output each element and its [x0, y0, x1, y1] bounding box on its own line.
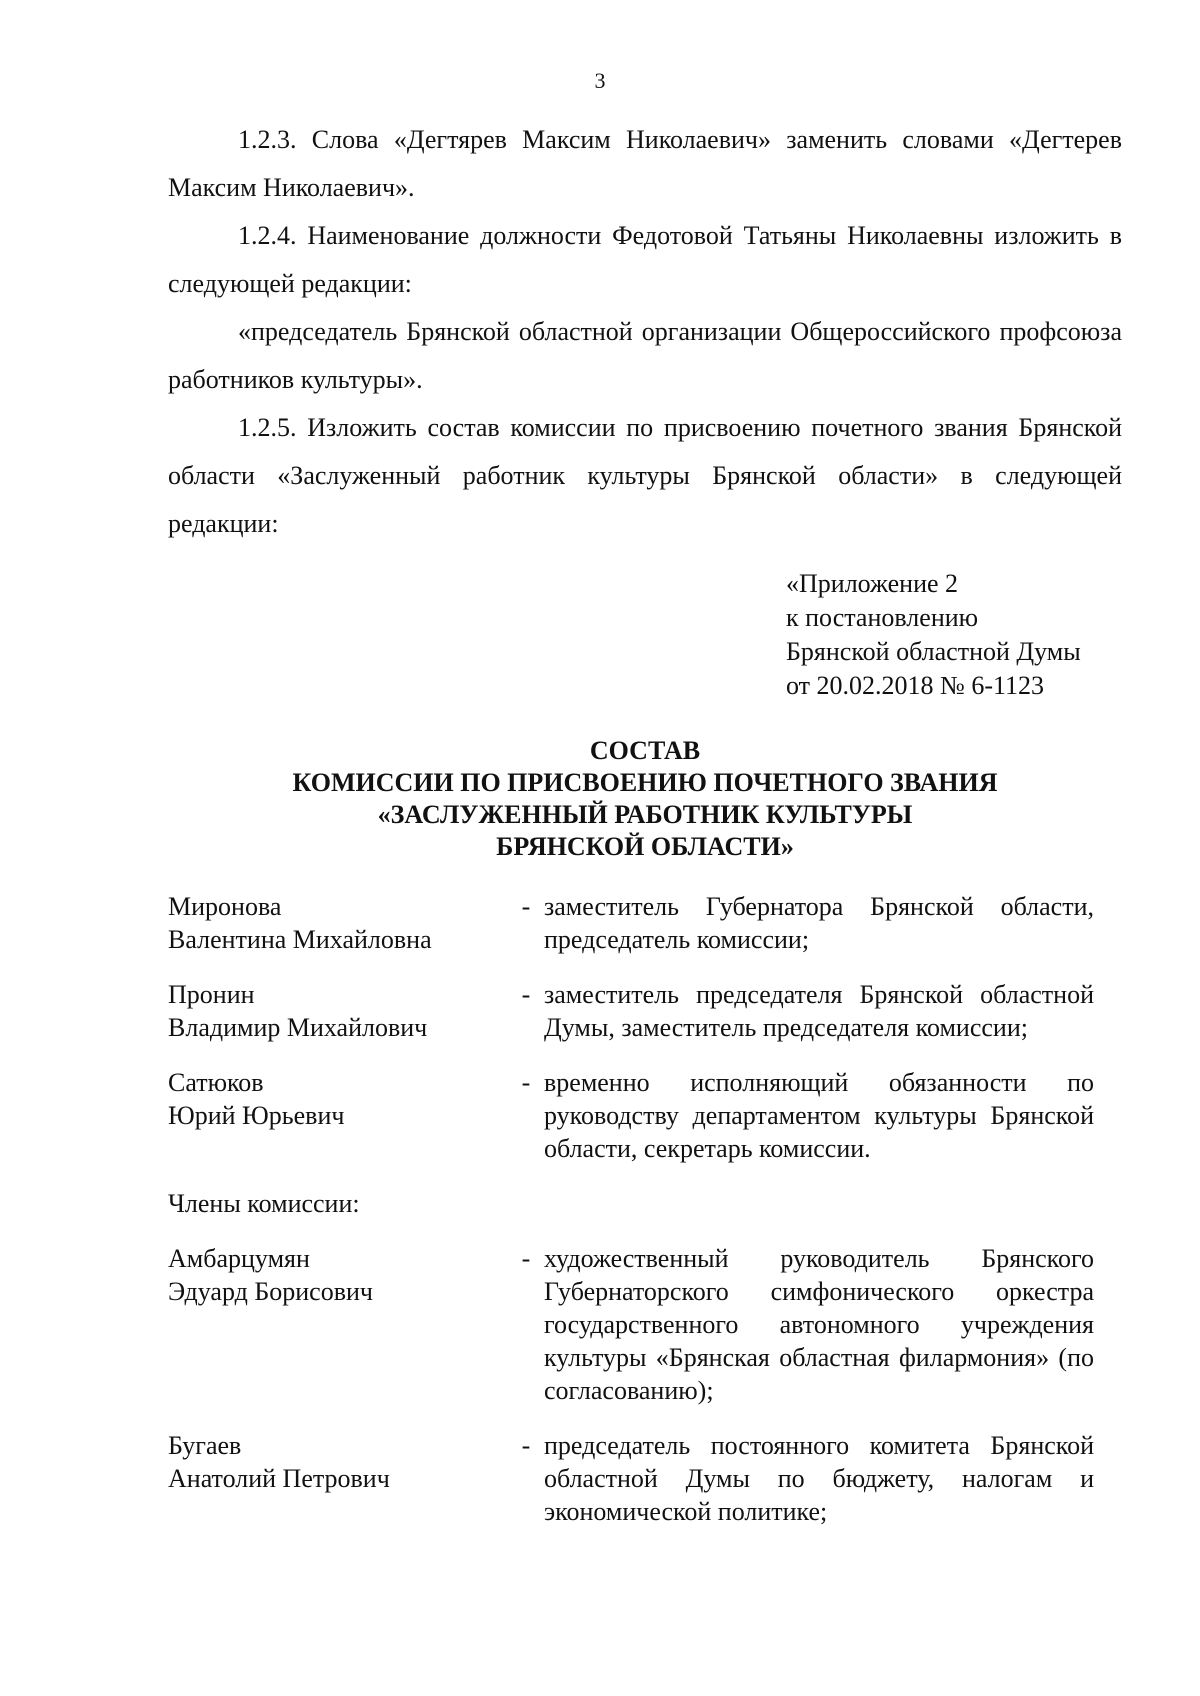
surname: Пронин [168, 980, 255, 1009]
body-text [168, 116, 1122, 548]
dash: - [521, 1068, 531, 1097]
heading-line-3: «ЗАСЛУЖЕННЫЙ РАБОТНИК КУЛЬТУРЫ [377, 800, 913, 829]
roster-entry [168, 890, 1122, 956]
person-name [168, 1066, 508, 1165]
members-label: Члены комиссии: [168, 1189, 360, 1218]
appendix-line-1: «Приложение 2 [786, 569, 959, 598]
given-names: Юрий Юрьевич [168, 1101, 345, 1130]
surname: Бугаев [168, 1431, 242, 1460]
person-role: заместитель председателя Брянской областной Думы, заместитель председателя комиссии; [544, 980, 1094, 1042]
dash: - [521, 1431, 531, 1460]
commission-roster [168, 890, 1122, 1550]
person-role: председатель постоянного комитета Брянской областной Думы по бюджету, налогам и экономической политике; [544, 1431, 1094, 1526]
roster-entry [168, 1429, 1122, 1528]
paragraph-new-title: «председатель Брянской областной организации Общероссийского профсоюза работников культуры». [168, 317, 1122, 394]
person-name [168, 1242, 508, 1407]
person-name [168, 978, 508, 1044]
heading-line-1: СОСТАВ [589, 736, 701, 765]
heading-line-2: КОМИССИИ ПО ПРИСВОЕНИЮ ПОЧЕТНОГО ЗВАНИЯ [292, 768, 998, 797]
appendix-line-4: от 20.02.2018 № 6-1123 [786, 671, 1045, 700]
dash: - [521, 980, 531, 1009]
given-names: Эдуард Борисович [168, 1277, 373, 1306]
dash: - [521, 1244, 531, 1273]
surname: Миронова [168, 892, 282, 921]
roster-entry [168, 1066, 1122, 1165]
appendix-line-2: к постановлению [786, 603, 979, 632]
person-name [168, 890, 508, 956]
page-number: 3 [594, 68, 606, 93]
person-role: заместитель Губернатора Брянской области, председатель комиссии; [544, 892, 1094, 954]
document-heading [168, 735, 1122, 863]
person-name [168, 1429, 508, 1528]
paragraph-1-2-5: 1.2.5. Изложить состав комиссии по присвоению почетного звания Брянской области «Заслуженный работник культуры Брянской области» в следующей редакции: [168, 413, 1122, 538]
given-names: Владимир Михайлович [168, 1013, 428, 1042]
person-role: художественный руководитель Брянского Губернаторского симфонического оркестра государственного автономного учреждения культуры «Брянская областная филармония» (по согласованию); [544, 1244, 1094, 1405]
heading-line-4: БРЯНСКОЙ ОБЛАСТИ» [496, 832, 794, 861]
appendix-line-3: Брянской областной Думы [786, 637, 1081, 666]
surname: Амбарцумян [168, 1244, 310, 1273]
paragraph-1-2-3: 1.2.3. Слова «Дегтярев Максим Николаевич» заменить словами «Дегтерев Максим Николаевич». [168, 125, 1122, 202]
surname: Сатюков [168, 1068, 264, 1097]
paragraph-1-2-4: 1.2.4. Наименование должности Федотовой Татьяны Николаевны изложить в следующей редакции: [168, 221, 1122, 298]
given-names: Анатолий Петрович [168, 1464, 390, 1493]
dash: - [521, 892, 531, 921]
roster-entry [168, 978, 1122, 1044]
appendix-note [786, 567, 1126, 703]
given-names: Валентина Михайловна [168, 925, 432, 954]
person-role: временно исполняющий обязанности по руководству департаментом культуры Брянской области, секретарь комиссии. [544, 1068, 1094, 1163]
roster-entry [168, 1242, 1122, 1407]
